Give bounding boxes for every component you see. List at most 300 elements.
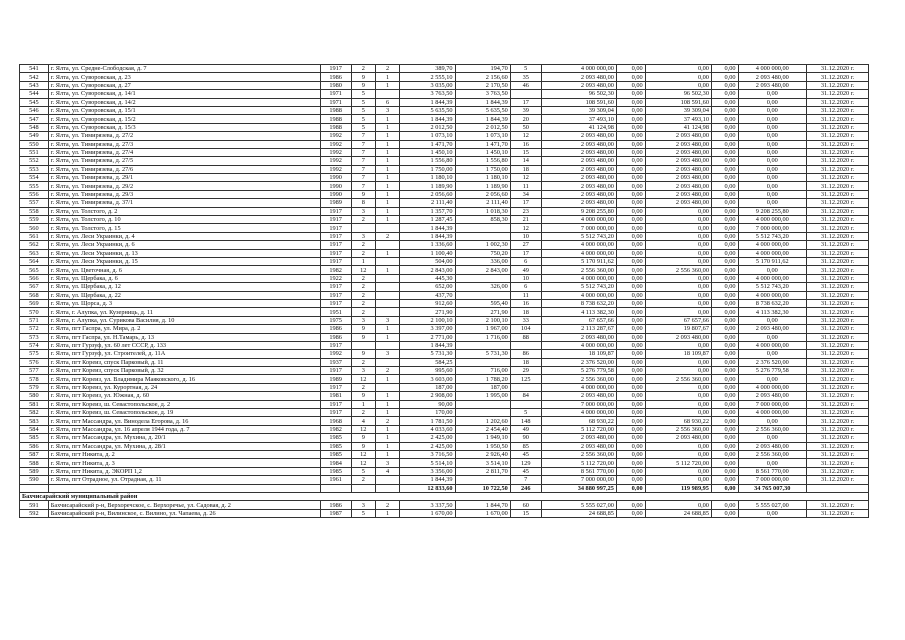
row-cost-local: 0,00 [711, 375, 738, 383]
row-residents: 27 [510, 241, 541, 249]
row-year: 1917 [320, 249, 351, 257]
row-total-area: 2 012,50 [400, 123, 455, 131]
row-address: г. Ялта, пгт Массандра, ул. Мухина, д. 20/1 [48, 434, 320, 442]
row-floors: 5 [351, 90, 375, 98]
row-cost-total: 8 561 770,00 [541, 467, 616, 475]
row-cost-regional: 2 556 360,00 [645, 425, 711, 433]
row-residents: 18 [510, 308, 541, 316]
row-cost-total: 2 093 480,00 [541, 157, 616, 165]
row-deadline: 31.12.2020 г. [807, 383, 869, 391]
row-cost-owners: 0,00 [738, 132, 807, 140]
row-cost-total: 18 109,87 [541, 350, 616, 358]
row-cost-federal: 0,00 [616, 417, 645, 425]
row-total-area: 5 731,30 [400, 350, 455, 358]
row-residents: 88 [510, 333, 541, 341]
row-cost-total: 2 093 480,00 [541, 132, 616, 140]
row-year: 1988 [320, 106, 351, 114]
row-floors: 2 [351, 383, 375, 391]
row-cost-local: 0,00 [711, 182, 738, 190]
row-year: 1985 [320, 450, 351, 458]
row-cost-owners: 5 512 743,20 [738, 232, 807, 240]
row-cost-federal: 0,00 [616, 476, 645, 484]
row-number: 589 [20, 467, 49, 475]
row-number: 555 [20, 182, 49, 190]
row-number: 542 [20, 73, 49, 81]
row-living-area: 3 763,50 [455, 90, 510, 98]
empty-cell [20, 484, 49, 492]
row-entrances: 1 [375, 450, 399, 458]
row-number: 580 [20, 392, 49, 400]
row-residents: 45 [510, 450, 541, 458]
row-living-area: 1 950,50 [455, 442, 510, 450]
row-living-area: 858,30 [455, 216, 510, 224]
row-cost-regional: 0,00 [645, 367, 711, 375]
row-cost-local: 0,00 [711, 132, 738, 140]
row-cost-owners: 4 000 000,00 [738, 341, 807, 349]
row-cost-total: 4 000 000,00 [541, 291, 616, 299]
row-number: 592 [20, 509, 49, 517]
row-total-area: 995,60 [400, 367, 455, 375]
row-entrances: 2 [375, 367, 399, 375]
row-entrances: 1 [375, 434, 399, 442]
table-row [20, 299, 869, 307]
row-cost-local: 0,00 [711, 367, 738, 375]
row-deadline: 31.12.2020 г. [807, 274, 869, 282]
row-address: г. Ялта, ул. Тимирязева, д. 37/1 [48, 199, 320, 207]
row-cost-regional: 0,00 [645, 358, 711, 366]
row-cost-local: 0,00 [711, 115, 738, 123]
row-floors: 3 [351, 316, 375, 324]
row-living-area: 2 156,60 [455, 73, 510, 81]
row-floors: 2 [351, 299, 375, 307]
row-entrances: 1 [375, 123, 399, 131]
row-deadline: 31.12.2020 г. [807, 199, 869, 207]
row-cost-federal: 0,00 [616, 106, 645, 114]
row-total-area: 1 556,80 [400, 157, 455, 165]
row-deadline: 31.12.2020 г. [807, 442, 869, 450]
row-year: 1990 [320, 182, 351, 190]
row-living-area: 1 716,00 [455, 333, 510, 341]
row-deadline: 31.12.2020 г. [807, 501, 869, 509]
row-cost-federal: 0,00 [616, 434, 645, 442]
row-deadline: 31.12.2020 г. [807, 174, 869, 182]
table-row [20, 199, 869, 207]
row-address: г. Ялта, пгт Кореиз, спуск Парковый, д. 11 [48, 358, 320, 366]
row-living-area: 1 450,10 [455, 148, 510, 156]
row-cost-regional: 0,00 [645, 249, 711, 257]
row-cost-regional: 2 093 480,00 [645, 333, 711, 341]
row-residents: 45 [510, 467, 541, 475]
table-row [20, 216, 869, 224]
row-address: г. Ялта, ул. Щербака, д. 6 [48, 274, 320, 282]
row-cost-regional: 2 093 480,00 [645, 165, 711, 173]
row-total-area: 3 035,00 [400, 81, 455, 89]
row-living-area: 1 180,10 [455, 174, 510, 182]
row-residents: 15 [510, 509, 541, 517]
row-cost-local: 0,00 [711, 316, 738, 324]
row-cost-total: 4 000 000,00 [541, 409, 616, 417]
row-floors: 3 [351, 232, 375, 240]
row-address: г. Ялта, ул. Средне-Слободская, д. 7 [48, 65, 320, 73]
row-total-area: 1 336,60 [400, 241, 455, 249]
row-total-area: 1 450,10 [400, 148, 455, 156]
empty-cell [48, 484, 320, 492]
row-address: г. Ялта, пгт Отрадное, ул. Отрадная, д. 11 [48, 476, 320, 484]
row-total-area: 1 844,39 [400, 341, 455, 349]
row-living-area: 2 111,40 [455, 199, 510, 207]
row-cost-local: 0,00 [711, 249, 738, 257]
total-residents: 246 [510, 484, 541, 492]
row-cost-regional: 96 502,30 [645, 90, 711, 98]
row-floors: 2 [351, 249, 375, 257]
row-cost-federal: 0,00 [616, 308, 645, 316]
row-cost-local: 0,00 [711, 232, 738, 240]
row-residents: 17 [510, 249, 541, 257]
row-total-area: 584,25 [400, 358, 455, 366]
row-cost-total: 5 112 720,00 [541, 425, 616, 433]
row-living-area: 1 189,90 [455, 182, 510, 190]
row-living-area: 271,90 [455, 308, 510, 316]
row-address: г. Ялта, пгт Гаспра, ул. Мира, д. 2 [48, 325, 320, 333]
row-cost-federal: 0,00 [616, 425, 645, 433]
row-address: г. Ялта, пгт Массандра, ул. 16 апреля 1944 года, д. 7 [48, 425, 320, 433]
row-year: 1985 [320, 467, 351, 475]
row-cost-regional: 0,00 [645, 224, 711, 232]
table-row [20, 266, 869, 274]
row-floors: 8 [351, 199, 375, 207]
row-cost-local: 0,00 [711, 400, 738, 408]
row-year: 1989 [320, 199, 351, 207]
table-row [20, 165, 869, 173]
row-cost-total: 2 093 480,00 [541, 199, 616, 207]
row-cost-total: 2 093 480,00 [541, 442, 616, 450]
row-entrances [375, 283, 399, 291]
row-year: 1975 [320, 316, 351, 324]
row-deadline: 31.12.2020 г. [807, 459, 869, 467]
row-number: 571 [20, 316, 49, 324]
row-floors: 5 [351, 467, 375, 475]
row-floors: 2 [351, 274, 375, 282]
row-cost-total: 2 556 360,00 [541, 375, 616, 383]
row-deadline: 31.12.2020 г. [807, 115, 869, 123]
table-row [20, 241, 869, 249]
row-residents: 84 [510, 392, 541, 400]
row-cost-federal: 0,00 [616, 90, 645, 98]
row-cost-federal: 0,00 [616, 98, 645, 106]
row-cost-regional: 0,00 [645, 476, 711, 484]
row-entrances: 1 [375, 375, 399, 383]
row-cost-owners: 4 000 000,00 [738, 241, 807, 249]
row-living-area: 1 844,39 [455, 98, 510, 106]
row-cost-federal: 0,00 [616, 375, 645, 383]
row-deadline: 31.12.2020 г. [807, 266, 869, 274]
row-number: 543 [20, 81, 49, 89]
row-number: 578 [20, 375, 49, 383]
row-cost-local: 0,00 [711, 148, 738, 156]
row-total-area: 2 555,10 [400, 73, 455, 81]
row-year: 1989 [320, 375, 351, 383]
row-cost-total: 5 112 720,00 [541, 459, 616, 467]
row-cost-regional: 0,00 [645, 400, 711, 408]
row-year: 1980 [320, 81, 351, 89]
row-cost-regional: 67 657,66 [645, 316, 711, 324]
row-address: г. Ялта, ул. Щербака, д. 12 [48, 283, 320, 291]
row-address: г. Ялта, г. Алупка, ул. Сурикова Василия, д. 10 [48, 316, 320, 324]
row-cost-total: 2 113 287,67 [541, 325, 616, 333]
row-floors: 1 [351, 257, 375, 265]
row-living-area [455, 274, 510, 282]
row-residents: 12 [510, 174, 541, 182]
row-floors: 3 [351, 367, 375, 375]
row-cost-owners: 2 093 480,00 [738, 442, 807, 450]
row-floors: 12 [351, 266, 375, 274]
table-row [20, 392, 869, 400]
row-cost-local: 0,00 [711, 417, 738, 425]
row-cost-federal: 0,00 [616, 274, 645, 282]
table-row [20, 509, 869, 517]
scan-margin [0, 0, 905, 64]
row-total-area: 389,70 [400, 65, 455, 73]
row-deadline: 31.12.2020 г. [807, 140, 869, 148]
row-cost-local: 0,00 [711, 467, 738, 475]
row-cost-total: 108 591,60 [541, 98, 616, 106]
row-deadline: 31.12.2020 г. [807, 341, 869, 349]
row-cost-total: 2 093 480,00 [541, 333, 616, 341]
row-cost-owners: 0,00 [738, 266, 807, 274]
row-deadline: 31.12.2020 г. [807, 434, 869, 442]
row-number: 551 [20, 148, 49, 156]
row-cost-owners: 0,00 [738, 123, 807, 131]
row-cost-total: 2 093 480,00 [541, 182, 616, 190]
row-cost-local: 0,00 [711, 509, 738, 517]
row-address: г. Ялта, ул. Толстого, д. 2 [48, 207, 320, 215]
row-cost-total: 2 093 480,00 [541, 73, 616, 81]
row-deadline: 31.12.2020 г. [807, 283, 869, 291]
row-address: г. Ялта, ул. Тимирязева, д. 27/2 [48, 132, 320, 140]
row-entrances [375, 299, 399, 307]
row-cost-local: 0,00 [711, 392, 738, 400]
row-address: г. Ялта, ул. Суворовская, д. 15/2 [48, 115, 320, 123]
row-cost-owners: 2 556 360,00 [738, 450, 807, 458]
row-residents: 18 [510, 358, 541, 366]
row-cost-owners: 0,00 [738, 90, 807, 98]
row-cost-total: 4 000 000,00 [541, 274, 616, 282]
table-row [20, 375, 869, 383]
row-cost-owners: 5 512 743,20 [738, 283, 807, 291]
row-cost-local: 0,00 [711, 425, 738, 433]
row-deadline: 31.12.2020 г. [807, 65, 869, 73]
row-cost-owners: 2 556 360,00 [738, 425, 807, 433]
row-cost-federal: 0,00 [616, 232, 645, 240]
row-cost-regional: 24 688,85 [645, 509, 711, 517]
row-deadline: 31.12.2020 г. [807, 450, 869, 458]
row-address: г. Ялта, пгт Никита, д. 3 [48, 459, 320, 467]
row-total-area: 2 056,60 [400, 190, 455, 198]
row-year: 1961 [320, 476, 351, 484]
row-floors: 7 [351, 174, 375, 182]
row-cost-owners: 5 555 027,00 [738, 501, 807, 509]
row-floors: 1 [351, 400, 375, 408]
row-cost-owners: 0,00 [738, 148, 807, 156]
row-residents [510, 341, 541, 349]
row-cost-regional: 68 930,22 [645, 417, 711, 425]
row-number: 588 [20, 459, 49, 467]
row-living-area [455, 291, 510, 299]
row-floors: 5 [351, 115, 375, 123]
table-row [20, 325, 869, 333]
table-row [20, 501, 869, 509]
row-cost-local: 0,00 [711, 283, 738, 291]
row-cost-federal: 0,00 [616, 241, 645, 249]
row-entrances: 4 [375, 467, 399, 475]
row-address: Бахчисарайский р-н, Верхоречское, с. Верхоречье, ул. Садовая, д. 2 [48, 501, 320, 509]
row-residents: 46 [510, 81, 541, 89]
row-cost-regional: 0,00 [645, 291, 711, 299]
row-floors: 2 [351, 291, 375, 299]
row-floors: 9 [351, 333, 375, 341]
row-number: 541 [20, 65, 49, 73]
row-number: 545 [20, 98, 49, 106]
row-cost-owners: 4 000 000,00 [738, 409, 807, 417]
row-cost-regional: 0,00 [645, 216, 711, 224]
row-deadline: 31.12.2020 г. [807, 90, 869, 98]
row-total-area: 1 750,00 [400, 165, 455, 173]
row-entrances: 1 [375, 174, 399, 182]
row-cost-owners: 0,00 [738, 417, 807, 425]
table-row [20, 409, 869, 417]
row-residents: 6 [510, 283, 541, 291]
row-cost-owners: 0,00 [738, 174, 807, 182]
row-number: 570 [20, 308, 49, 316]
row-number: 572 [20, 325, 49, 333]
row-residents: 34 [510, 190, 541, 198]
row-cost-owners: 0,00 [738, 98, 807, 106]
row-address: г. Ялта, ул. Толстого, д. 15 [48, 224, 320, 232]
row-cost-total: 2 093 480,00 [541, 81, 616, 89]
row-cost-owners: 4 000 000,00 [738, 291, 807, 299]
row-total-area: 1 100,40 [400, 249, 455, 257]
row-number: 563 [20, 249, 49, 257]
row-residents: 10 [510, 232, 541, 240]
row-total-area: 1 073,10 [400, 132, 455, 140]
row-total-area: 1 189,90 [400, 182, 455, 190]
row-total-area: 3 603,00 [400, 375, 455, 383]
row-year: 1917 [320, 207, 351, 215]
row-cost-local: 0,00 [711, 224, 738, 232]
row-cost-owners: 8 738 632,20 [738, 299, 807, 307]
table-row [20, 140, 869, 148]
row-floors: 3 [351, 207, 375, 215]
table-row [20, 115, 869, 123]
row-address: г. Ялта, пгт Кореиз, ш. Севастопольское, д. 19 [48, 409, 320, 417]
table-row [20, 283, 869, 291]
table-row [20, 157, 869, 165]
row-address: г. Ялта, пгт Никита, д. ЭКОРП 1,2 [48, 467, 320, 475]
row-cost-federal: 0,00 [616, 140, 645, 148]
row-living-area [455, 409, 510, 417]
row-floors: 2 [351, 216, 375, 224]
row-deadline: 31.12.2020 г. [807, 165, 869, 173]
row-residents: 23 [510, 207, 541, 215]
row-cost-local: 0,00 [711, 299, 738, 307]
row-cost-owners: 4 000 000,00 [738, 274, 807, 282]
row-entrances: 2 [375, 232, 399, 240]
row-residents: 60 [510, 501, 541, 509]
row-cost-total: 4 000 000,00 [541, 216, 616, 224]
table-row [20, 232, 869, 240]
row-cost-regional: 0,00 [645, 308, 711, 316]
row-floors: 2 [351, 358, 375, 366]
row-total-area: 2 771,00 [400, 333, 455, 341]
row-floors: 5 [351, 106, 375, 114]
row-floors: 9 [351, 81, 375, 89]
row-cost-owners: 0,00 [738, 509, 807, 517]
row-total-area: 2 111,40 [400, 199, 455, 207]
row-cost-local: 0,00 [711, 291, 738, 299]
row-cost-federal: 0,00 [616, 148, 645, 156]
row-entrances: 1 [375, 81, 399, 89]
row-living-area: 1 844,39 [455, 115, 510, 123]
table-row [20, 358, 869, 366]
row-total-area: 3 763,50 [400, 90, 455, 98]
row-number: 565 [20, 266, 49, 274]
row-deadline: 31.12.2020 г. [807, 249, 869, 257]
row-residents: 85 [510, 442, 541, 450]
row-entrances: 1 [375, 409, 399, 417]
row-cost-local: 0,00 [711, 257, 738, 265]
row-cost-local: 0,00 [711, 165, 738, 173]
row-address: г. Ялта, пгт Гурзуф, ул. 60 лет СССР, д. 133 [48, 341, 320, 349]
row-entrances: 1 [375, 207, 399, 215]
row-living-area: 1 670,00 [455, 509, 510, 517]
row-address: г. Ялта, пгт Массандра, ул. Мухина, д. 28/1 [48, 442, 320, 450]
table-row [20, 450, 869, 458]
row-cost-regional: 5 112 720,00 [645, 459, 711, 467]
row-living-area: 1 556,80 [455, 157, 510, 165]
row-year: 1917 [320, 65, 351, 73]
row-total-area: 5 514,10 [400, 459, 455, 467]
row-cost-total: 2 556 360,00 [541, 266, 616, 274]
row-cost-total: 4 000 000,00 [541, 249, 616, 257]
row-address: г. Ялта, ул. Суворовская, д. 14/1 [48, 90, 320, 98]
row-cost-regional: 0,00 [645, 392, 711, 400]
row-cost-total: 9 208 255,80 [541, 207, 616, 215]
row-cost-federal: 0,00 [616, 442, 645, 450]
table-row [20, 182, 869, 190]
row-living-area: 2 170,50 [455, 81, 510, 89]
row-residents: 39 [510, 106, 541, 114]
row-total-area: 445,30 [400, 274, 455, 282]
row-total-area: 271,90 [400, 308, 455, 316]
row-floors [351, 224, 375, 232]
row-number: 567 [20, 283, 49, 291]
row-living-area: 2 454,40 [455, 425, 510, 433]
row-number: 553 [20, 165, 49, 173]
row-address: г. Ялта, ул. Суворовская, д. 23 [48, 73, 320, 81]
row-cost-local: 0,00 [711, 409, 738, 417]
row-cost-federal: 0,00 [616, 400, 645, 408]
row-deadline: 31.12.2020 г. [807, 308, 869, 316]
row-entrances [375, 224, 399, 232]
row-deadline: 31.12.2020 г. [807, 333, 869, 341]
total-row [20, 484, 869, 492]
row-entrances: 1 [375, 216, 399, 224]
row-cost-federal: 0,00 [616, 459, 645, 467]
row-residents: 11 [510, 291, 541, 299]
row-address: Бахчисарайский р-н, Вилинское, с. Вилино, ул. Чапаева, д. 26 [48, 509, 320, 517]
row-address: г. Ялта, пгт Кореиз, ул. Южная, д. 60 [48, 392, 320, 400]
row-residents: 18 [510, 165, 541, 173]
